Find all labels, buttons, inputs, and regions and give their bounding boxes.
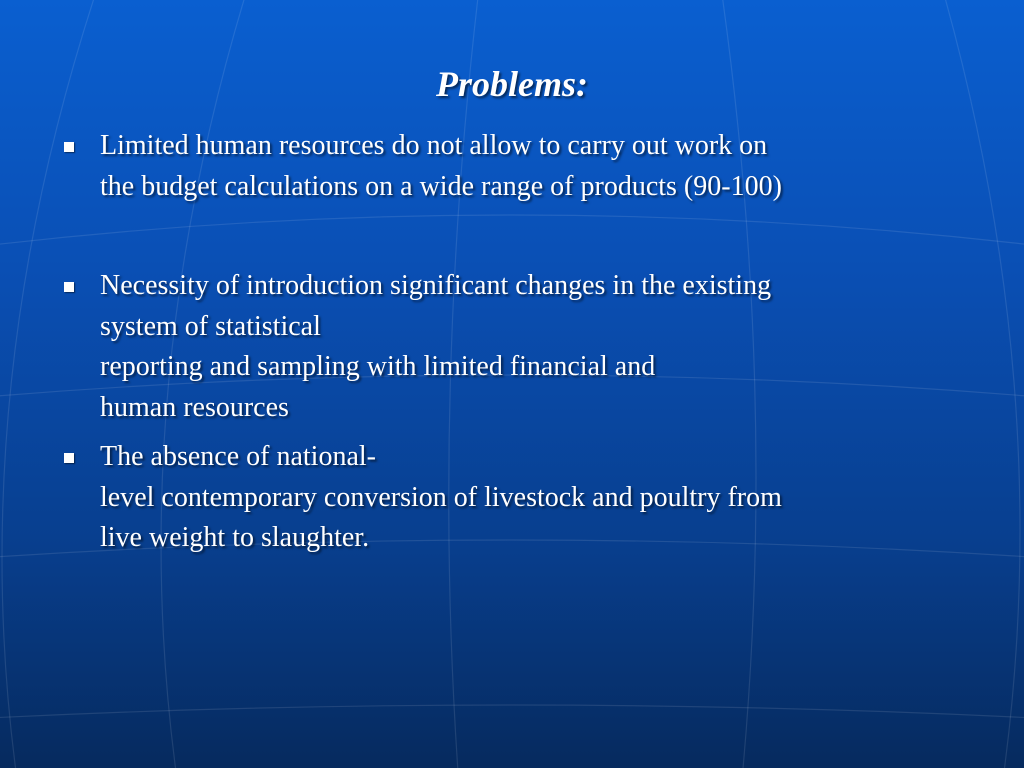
square-bullet-icon (64, 142, 74, 152)
bullet-text-line: live weight to slaughter. (100, 522, 370, 553)
slide-title: Problems: (436, 64, 588, 104)
bullet-item (60, 266, 960, 428)
square-bullet-icon (64, 282, 74, 292)
bullet-text-line: level contemporary conversion of livestock and poultry from (100, 481, 782, 513)
bullet-text-line: Necessity of introduction significant changes in the existing (100, 270, 772, 301)
bullet-text-line: the budget calculations on a wide range of products (90-100) (100, 170, 782, 202)
bullet-item (60, 437, 960, 559)
bullet-list (60, 126, 960, 559)
bullet-text-line: human resources (100, 391, 289, 423)
square-bullet-icon (64, 453, 74, 463)
bullet-item (60, 126, 960, 207)
bullet-text-line: The absence of national- (100, 441, 376, 472)
bullet-text-line: system of statistical (100, 310, 321, 342)
bullet-text-line: reporting and sampling with limited financial and (100, 351, 656, 382)
bullet-text-line: Limited human resources do not allow to carry out work on (100, 130, 768, 161)
